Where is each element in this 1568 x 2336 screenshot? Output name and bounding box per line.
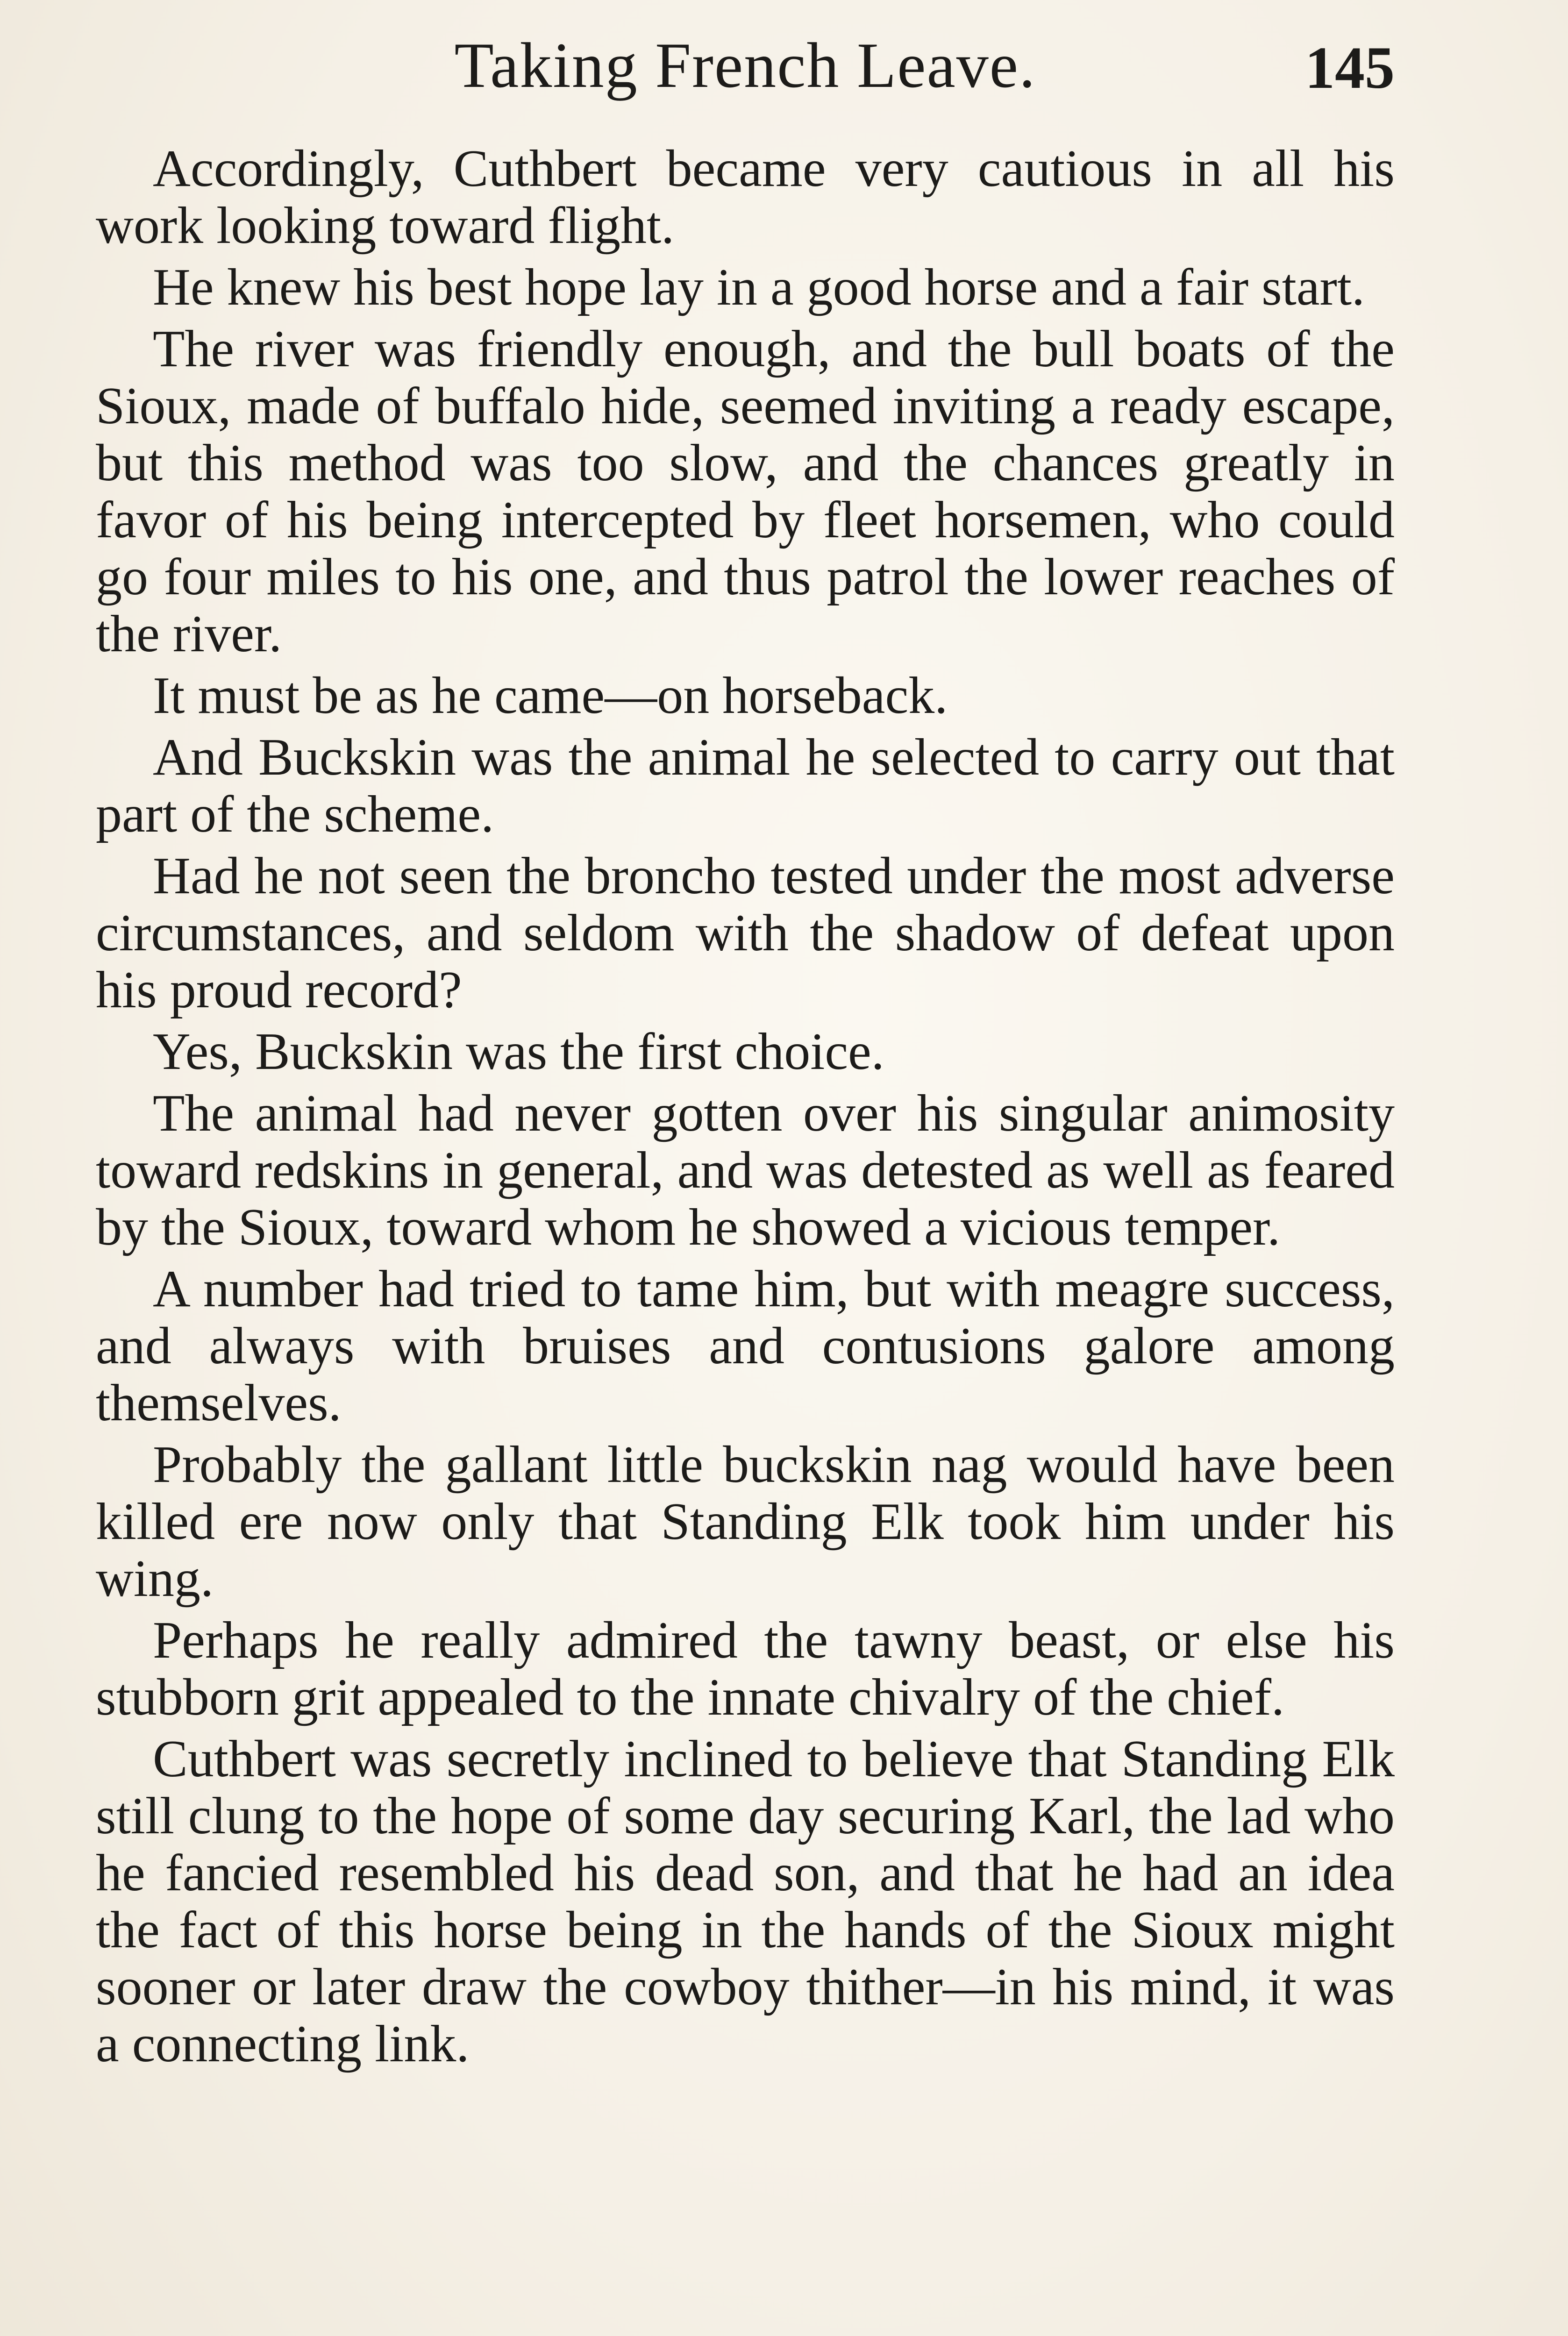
paragraph: A number had tried to tame him, but with meagre success, and always with bruises and contusions galore among themselves.	[96, 1260, 1395, 1432]
paragraph: Accordingly, Cuthbert became very cautious in all his work looking toward flight.	[96, 140, 1395, 255]
paragraph: Probably the gallant little buckskin nag would have been killed ere now only that Standing Elk took him under his wing.	[96, 1436, 1395, 1608]
paragraph: The river was friendly enough, and the bull boats of the Sioux, made of buffalo hide, seemed inviting a ready escape, but this method was too slow, and the chances greatly in favor of his being intercepted by fleet horsemen, who could go four miles to his one, and thus patrol the lower reaches of the river.	[96, 320, 1395, 663]
paragraph: It must be as he came—on horseback.	[153, 667, 948, 725]
paragraph: And Buckskin was the animal he selected to carry out that part of the scheme.	[96, 728, 1395, 843]
page-number: 145	[1305, 35, 1395, 101]
paragraph: Yes, Buckskin was the first choice.	[153, 1023, 884, 1081]
paragraph: Perhaps he really admired the tawny beast, or else his stubborn grit appealed to the innate chivalry of the chief.	[96, 1611, 1395, 1726]
paragraph: The animal had never gotten over his singular animosity toward redskins in general, and was detested as well as feared by the Sioux, toward whom he showed a vicious temper.	[96, 1084, 1395, 1256]
paragraph: Cuthbert was secretly inclined to believe that Standing Elk still clung to the hope of some day securing Karl, the lad who he fancied resembled his dead son, and that he had an idea the fact of this horse being in the hands of the Sioux might sooner or later draw the cowboy thither—in his mind, it was a connecting link.	[96, 1730, 1395, 2073]
paragraph: Had he not seen the broncho tested under the most adverse circumstances, and seldom with the shadow of defeat upon his proud record?	[96, 847, 1395, 1019]
running-title: Taking French Leave.	[454, 29, 1036, 101]
paragraph: He knew his best hope lay in a good horse and a fair start.	[153, 258, 1365, 316]
body-text	[96, 140, 1395, 2077]
page-header	[96, 19, 1395, 112]
